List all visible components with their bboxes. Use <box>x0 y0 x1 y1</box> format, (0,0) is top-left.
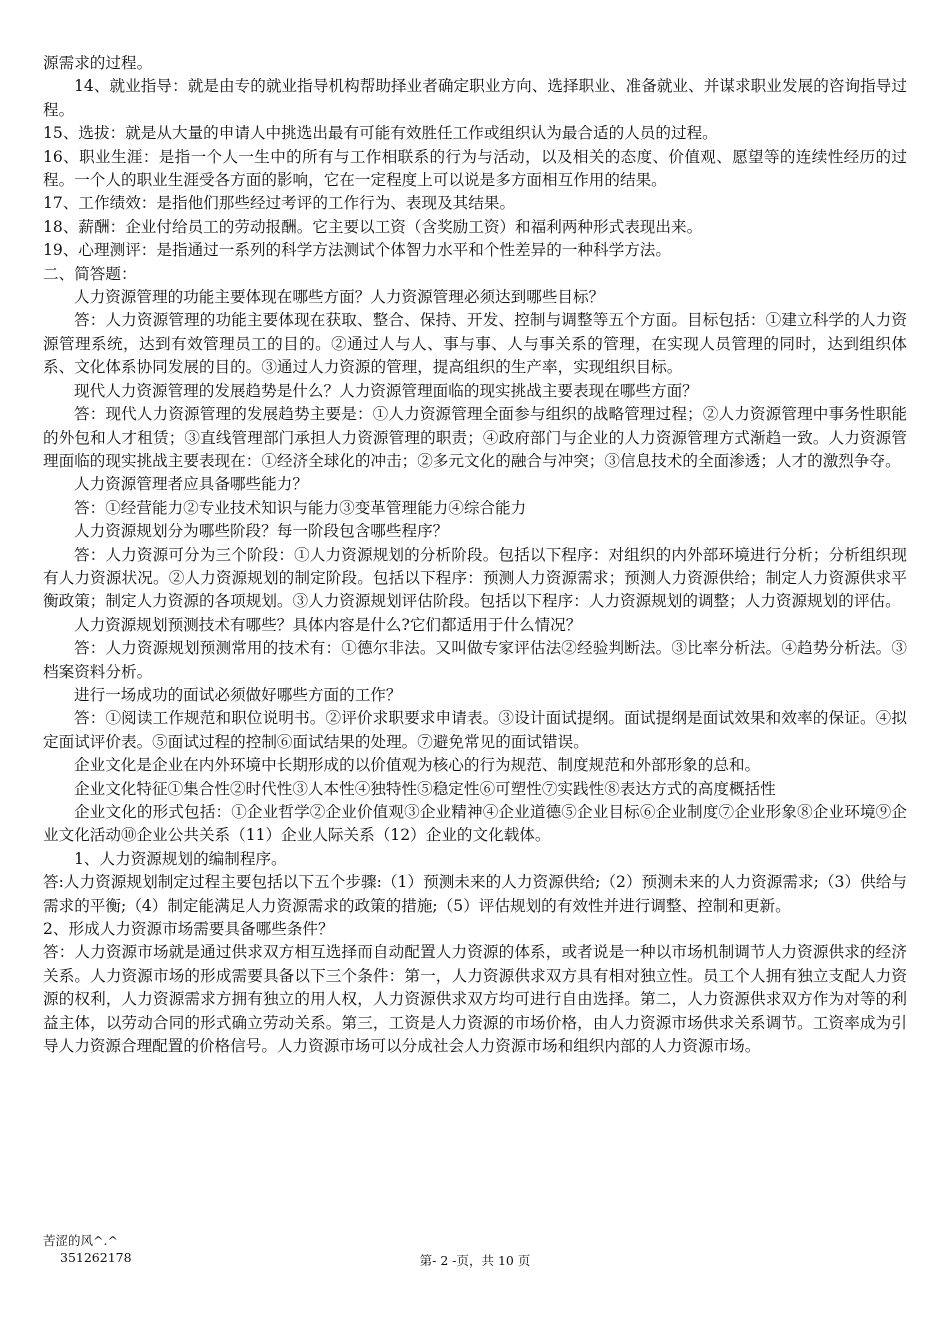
answer: 答：①阅读工作规范和职位说明书。②评价求职要求申请表。③设计面试提纲。面试提纲是面试效果和效率的保证。④拟定面试评价表。⑤面试过程的控制⑥面试结果的处理。⑦避免常见的面试错误。 <box>43 709 907 751</box>
text-line: 19、心理测评：是指通过一系列的科学方法测试个体智力水平和个性差异的一种科学方法。 <box>43 241 671 260</box>
text-line: 企业文化的形式包括：①企业哲学②企业价值观③企业精神④企业道德⑤企业目标⑥企业制度⑦企业形象⑧企业环境⑨企业文化活动⑩企业公共关系（11）企业人际关系（12）企业的文化载体。 <box>43 803 907 845</box>
text-line: 源需求的过程。 <box>43 54 153 72</box>
section-heading: 二、简答题： <box>43 264 137 283</box>
question: 人力资源规划分为哪些阶段？每一阶段包含哪些程序？ <box>74 522 449 541</box>
answer: 答:人力资源规划制定过程主要包括以下五个步骤:（1）预测未来的人力资源供给;（2）预测未来的人力资源需求;（3）供给与需求的平衡;（4）制定能满足人力资源需求的政策的措施;（5）评估规划的有效性并进行调整、控制和更新。 <box>43 873 907 915</box>
question: 人力资源管理者应具备哪些能力？ <box>74 475 308 494</box>
document-body <box>43 52 907 1058</box>
text-line: 企业文化特征①集合性②时代性③人本性④独特性⑤稳定性⑥可塑性⑦实践性⑧表达方式的高度概括性 <box>74 779 776 798</box>
question: 进行一场成功的面试必须做好哪些方面的工作？ <box>74 685 402 704</box>
text-line: 16、职业生涯：是指一个人一生中的所有与工作相联系的行为与活动，以及相关的态度、价值观、愿望等的连续性经历的过程。一个人的职业生涯受各方面的影响，它在一定程度上可以说是多方面相互作用的结果。 <box>43 147 907 190</box>
question: 现代人力资源管理的发展趋势是什么？人力资源管理面临的现实挑战主要表现在哪些方面？ <box>74 381 698 400</box>
question: 人力资源规划预测技术有哪些？具体内容是什么?它们都适用于什么情况？ <box>74 615 582 634</box>
question: 2、形成人力资源市场需要具备哪些条件？ <box>43 920 334 939</box>
text-line: 企业文化是企业在内外环境中长期形成的以价值观为核心的行为规范、制度规范和外部形象的总和。 <box>74 756 761 775</box>
text-line: 14、就业指导：就是由专的就业指导机构帮助择业者确定职业方向、选择职业、准备就业、并谋求职业发展的咨询指导过程。 <box>43 77 907 119</box>
text-line: 15、选拔：就是从大量的申请人中挑选出最有可能有效胜任工作或组织认为最合适的人员的过程。 <box>43 124 718 143</box>
text-line: 17、工作绩效：是指他们那些经过考评的工作行为、表现及其结果。 <box>43 194 516 213</box>
answer: 答：①经营能力②专业技术知识与能力③变革管理能力④综合能力 <box>74 498 527 517</box>
footer-author: 苦涩的风^.^ <box>43 1233 118 1248</box>
page-number: 第- 2 -页，共 10 页 <box>419 1253 531 1268</box>
answer: 答：人力资源管理的功能主要体现在获取、整合、保持、开发、控制与调整等五个方面。目标包括：①建立科学的人力资源管理系统，达到有效管理员工的目的。②通过人与人、事与事、人与事关系的管理，在实现人员管理的同时，达到组织体系、文化体系协同发展的目的。③通过人力资源的管理，提高组织的生产率，实现组织目标。 <box>43 311 907 377</box>
answer: 答：现代人力资源管理的发展趋势主要是：①人力资源管理全面参与组织的战略管理过程；②人力资源管理中事务性职能的外包和人才租赁；③直线管理部门承担人力资源管理的职责；④政府部门与企业的人力资源管理方式渐趋一致。人力资源管理面临的现实挑战主要表现在：①经济全球化的冲击；②多元文化的融合与冲突；③信息技术的全面渗透；人才的激烈争夺。 <box>43 405 907 470</box>
answer: 答：人力资源市场就是通过供求双方相互选择而自动配置人力资源的体系，或者说是一种以市场机制调节人力资源供求的经济关系。人力资源市场的形成需要具备以下三个条件：第一，人力资源供求双方具有相对独立性。员工个人拥有独立支配人力资源的权利，人力资源需求方拥有独立的用人权，人力资源供求双方均可进行自由选择。第二，人力资源供求双方作为对等的利益主体，以劳动合同的形式确立劳动关系。第三，工资是人力资源的市场价格，由人力资源市场供求关系调节。工资率成为引导人力资源合理配置的价格信号。人力资源市场可以分成社会人力资源市场和组织内部的人力资源市场。 <box>43 943 907 1056</box>
question: 1、人力资源规划的编制程序。 <box>74 849 287 868</box>
footer-qq: 351262178 <box>60 1250 132 1265</box>
question: 人力资源管理的功能主要体现在哪些方面？人力资源管理必须达到哪些目标？ <box>74 288 605 307</box>
text-line: 18、薪酬：企业付给员工的劳动报酬。它主要以工资（含奖励工资）和福利两种形式表现出来。 <box>43 217 703 236</box>
answer: 答：人力资源可分为三个阶段：①人力资源规划的分析阶段。包括以下程序：对组织的内外部环境进行分析；分析组织现有人力资源状况。②人力资源规划的制定阶段。包括以下程序：预测人力资源需求；预测人力资源供给；制定人力资源供求平衡政策；制定人力资源的各项规划。③人力资源规划评估阶段。包括以下程序：人力资源规划的调整；人力资源规划的评估。 <box>43 545 907 611</box>
answer: 答：人力资源规划预测常用的技术有：①德尔非法。又叫做专家评估法②经验判断法。③比率分析法。④趋势分析法。③档案资料分析。 <box>43 639 907 681</box>
